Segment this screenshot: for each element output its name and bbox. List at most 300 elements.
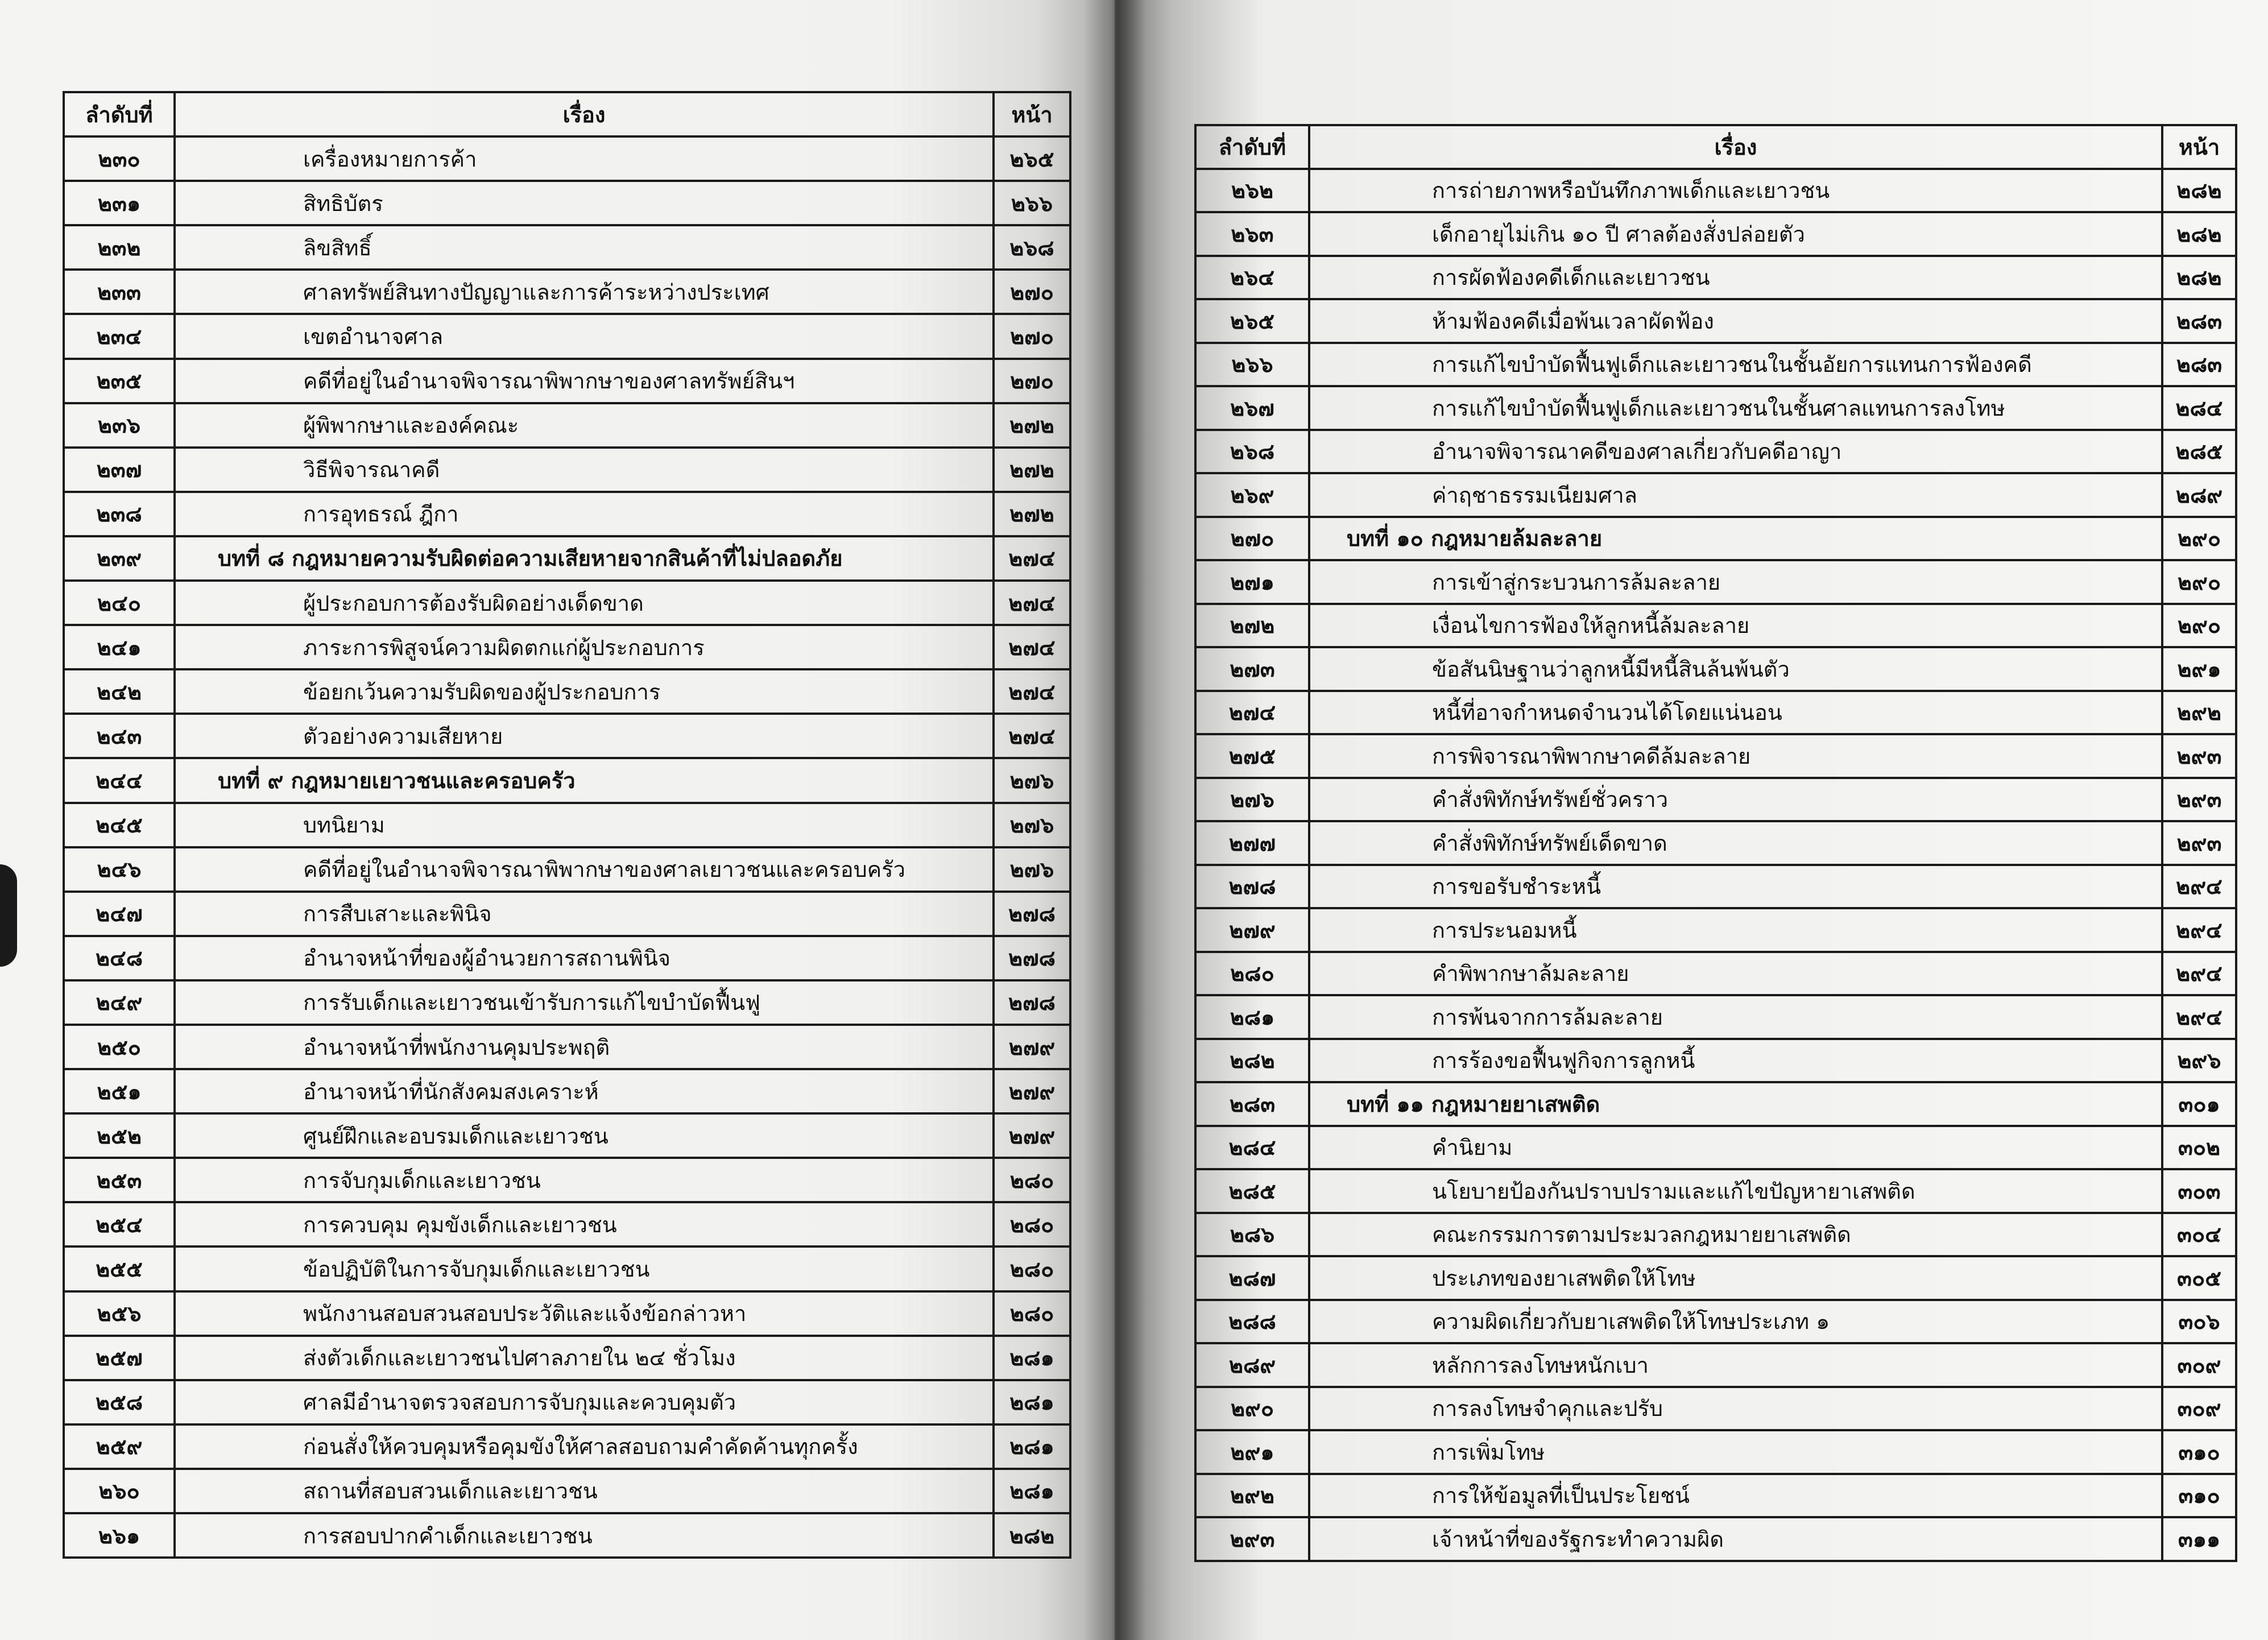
entry-title: ภาระการพิสูจน์ความผิดตกแก่ผู้ประกอบการ: [303, 635, 705, 660]
header-page: หน้า: [2162, 125, 2236, 169]
entry-page-number: ๓๐๙: [2162, 1387, 2236, 1431]
entry-title: ศาลมีอำนาจตรวจสอบการจับกุมและควบคุมตัว: [303, 1390, 736, 1415]
entry-page-number: ๒๗๘: [994, 936, 1070, 980]
table-row: [1195, 778, 2236, 822]
entry-number: ๒๗๘: [1195, 865, 1309, 909]
entry-page-number: ๒๘๒: [994, 1513, 1070, 1558]
table-row: [64, 136, 1070, 181]
table-row: [1195, 256, 2236, 300]
entry-title-cell: [175, 1513, 994, 1558]
table-row: [1195, 1343, 2236, 1387]
entry-title-cell: [175, 714, 994, 758]
entry-title-cell: [175, 492, 994, 536]
entry-title: ตัวอย่างความเสียหาย: [303, 723, 503, 749]
table-row: [1195, 1213, 2236, 1257]
header-page: หน้า: [994, 92, 1070, 136]
entry-title-cell: [1309, 908, 2162, 952]
entry-title-cell: [175, 1424, 994, 1469]
chapter-heading-cell: [175, 758, 994, 802]
entry-page-number: ๒๗๒: [994, 492, 1070, 536]
table-row: [1195, 865, 2236, 909]
table-row: [1195, 647, 2236, 691]
entry-number: ๒๖๑: [64, 1513, 175, 1558]
entry-number: ๒๖๖: [1195, 343, 1309, 387]
entry-title: การเข้าสู่กระบวนการล้มละลาย: [1432, 569, 1721, 595]
entry-number: ๒๘๒: [1195, 1039, 1309, 1083]
entry-title-cell: [175, 669, 994, 714]
entry-title-cell: [1309, 1474, 2162, 1518]
entry-title-cell: [175, 1336, 994, 1380]
table-row: [64, 892, 1070, 936]
entry-page-number: ๒๖๘: [994, 225, 1070, 270]
table-row: [64, 803, 1070, 847]
entry-number: ๒๙๓: [1195, 1517, 1309, 1561]
entry-title: การพ้นจากการล้มละลาย: [1432, 1004, 1663, 1030]
table-row: [64, 936, 1070, 980]
table-row: [1195, 1169, 2236, 1213]
table-row: [64, 492, 1070, 536]
entry-number: ๒๓๓: [64, 270, 175, 314]
entry-page-number: ๒๙๔: [2162, 995, 2236, 1039]
entry-title: เด็กอายุไม่เกิน ๑๐ ปี ศาลต้องสั่งปล่อยตัว: [1432, 221, 1805, 247]
entry-page-number: ๒๗๐: [994, 314, 1070, 358]
table-row: [1195, 212, 2236, 256]
entry-page-number: ๒๘๑: [994, 1424, 1070, 1469]
entry-page-number: ๒๗๔: [994, 669, 1070, 714]
entry-number: ๒๓๐: [64, 136, 175, 181]
entry-number: ๒๗๐: [1195, 517, 1309, 561]
table-row: [64, 314, 1070, 358]
entry-page-number: ๒๘๕: [2162, 430, 2236, 474]
entry-number: ๒๙๒: [1195, 1474, 1309, 1518]
book-binding-shadow: [1083, 0, 1146, 1640]
entry-number: ๒๗๕: [1195, 734, 1309, 778]
left-toc-table: [63, 91, 1071, 1559]
entry-title-cell: [1309, 1169, 2162, 1213]
entry-page-number: ๒๘๙: [2162, 473, 2236, 517]
entry-number: ๒๔๖: [64, 847, 175, 892]
entry-title-cell: [1309, 430, 2162, 474]
header-number: ลำดับที่: [1195, 125, 1309, 169]
entry-page-number: ๒๗๒: [994, 448, 1070, 492]
table-row: [1195, 169, 2236, 213]
entry-title: ข้อปฏิบัติในการจับกุมเด็กและเยาวชน: [303, 1256, 650, 1282]
entry-title: การจับกุมเด็กและเยาวชน: [303, 1167, 541, 1193]
entry-page-number: ๒๙๔: [2162, 952, 2236, 996]
page-edge-mark: [0, 864, 17, 967]
entry-title: ค่าฤชาธรรมเนียมศาล: [1432, 482, 1637, 508]
table-row: [1195, 386, 2236, 430]
entry-page-number: ๒๘๓: [2162, 299, 2236, 343]
entry-page-number: ๒๘๓: [2162, 343, 2236, 387]
entry-title: บทนิยาม: [303, 813, 385, 838]
entry-title-cell: [1309, 386, 2162, 430]
chapter-heading: บทที่ ๑๑ กฎหมายยาเสพติด: [1347, 1091, 1600, 1117]
table-row: [1195, 821, 2236, 865]
table-row: [64, 1380, 1070, 1424]
entry-title: ข้อยกเว้นความรับผิดของผู้ประกอบการ: [303, 679, 661, 705]
entry-number: ๒๖๙: [1195, 473, 1309, 517]
entry-page-number: ๒๘๒: [2162, 212, 2236, 256]
entry-number: ๒๕๗: [64, 1336, 175, 1380]
entry-number: ๒๔๐: [64, 581, 175, 625]
entry-page-number: ๒๘๐: [994, 1158, 1070, 1202]
left-toc-body: [64, 136, 1070, 1558]
table-row: [64, 1158, 1070, 1202]
entry-title: อำนาจพิจารณาคดีของศาลเกี่ยวกับคดีอาญา: [1432, 439, 1842, 465]
entry-title-cell: [175, 936, 994, 980]
entry-title: การอุทธรณ์ ฎีกา: [303, 502, 459, 527]
table-row: [1195, 299, 2236, 343]
entry-title: การพิจารณาพิพากษาคดีล้มละลาย: [1432, 743, 1751, 769]
entry-title-cell: [175, 1291, 994, 1336]
entry-number: ๒๙๑: [1195, 1430, 1309, 1474]
entry-title: ลิขสิทธิ์: [303, 235, 372, 260]
entry-title: ห้ามฟ้องคดีเมื่อพ้นเวลาผัดฟ้อง: [1432, 308, 1714, 334]
table-row: [64, 181, 1070, 225]
entry-title-cell: [175, 1246, 994, 1291]
entry-number: ๒๕๒: [64, 1113, 175, 1158]
entry-page-number: ๒๘๑: [994, 1380, 1070, 1424]
table-row: [64, 448, 1070, 492]
entry-title: เงื่อนไขการฟ้องให้ลูกหนี้ล้มละลาย: [1432, 613, 1750, 639]
header-title: เรื่อง: [1309, 125, 2162, 169]
entry-page-number: ๒๙๔: [2162, 865, 2236, 909]
entry-title-cell: [175, 847, 994, 892]
chapter-heading: บทที่ ๑๐ กฎหมายล้มละลาย: [1347, 526, 1603, 552]
entry-number: ๒๖๐: [64, 1469, 175, 1513]
table-row: [64, 1513, 1070, 1558]
entry-title-cell: [1309, 1343, 2162, 1387]
entry-number: ๒๖๔: [1195, 256, 1309, 300]
entry-number: ๒๗๖: [1195, 778, 1309, 822]
table-row: [64, 714, 1070, 758]
entry-page-number: ๒๗๘: [994, 980, 1070, 1025]
entry-title-cell: [175, 1469, 994, 1513]
entry-page-number: ๒๗๖: [994, 803, 1070, 847]
entry-page-number: ๒๘๔: [2162, 386, 2236, 430]
table-row: [64, 758, 1070, 802]
table-row: [64, 1069, 1070, 1113]
entry-title-cell: [1309, 1387, 2162, 1431]
entry-title: การถ่ายภาพหรือบันทึกภาพเด็กและเยาวชน: [1432, 178, 1830, 204]
entry-title: การผัดฟ้องคดีเด็กและเยาวชน: [1432, 265, 1710, 291]
entry-page-number: ๒๙๓: [2162, 734, 2236, 778]
entry-title-cell: [1309, 1213, 2162, 1257]
entry-page-number: ๓๐๓: [2162, 1169, 2236, 1213]
entry-title-cell: [175, 1069, 994, 1113]
entry-page-number: ๒๗๙: [994, 1113, 1070, 1158]
entry-page-number: ๓๐๖: [2162, 1300, 2236, 1344]
entry-number: ๒๓๔: [64, 314, 175, 358]
entry-page-number: ๓๐๒: [2162, 1126, 2236, 1170]
entry-title-cell: [1309, 299, 2162, 343]
entry-number: ๒๔๑: [64, 625, 175, 669]
entry-title-cell: [1309, 778, 2162, 822]
entry-number: ๒๙๐: [1195, 1387, 1309, 1431]
entry-title: การขอรับชำระหนี้: [1432, 874, 1601, 900]
entry-page-number: ๒๖๕: [994, 136, 1070, 181]
table-row: [64, 1336, 1070, 1380]
entry-number: ๒๘๙: [1195, 1343, 1309, 1387]
entry-title: ผู้พิพากษาและองค์คณะ: [303, 413, 519, 438]
table-row: [64, 1291, 1070, 1336]
entry-page-number: ๒๙๖: [2162, 1039, 2236, 1083]
entry-title-cell: [1309, 343, 2162, 387]
entry-page-number: ๓๐๑: [2162, 1082, 2236, 1126]
entry-title: คดีที่อยู่ในอำนาจพิจารณาพิพากษาของศาลทรัพย์สินฯ: [303, 368, 795, 394]
entry-page-number: ๒๗๖: [994, 758, 1070, 802]
entry-page-number: ๓๐๔: [2162, 1213, 2236, 1257]
entry-title-cell: [1309, 256, 2162, 300]
entry-title: การเพิ่มโทษ: [1432, 1439, 1545, 1465]
entry-title: หนี้ที่อาจกำหนดจำนวนได้โดยแน่นอน: [1432, 700, 1782, 726]
chapter-heading-cell: [1309, 517, 2162, 561]
entry-number: ๒๖๕: [1195, 299, 1309, 343]
table-row: [1195, 1430, 2236, 1474]
table-row: [64, 1025, 1070, 1069]
entry-title: พนักงานสอบสวนสอบประวัติและแจ้งข้อกล่าวหา: [303, 1301, 747, 1327]
entry-title-cell: [175, 1202, 994, 1246]
entry-title: การลงโทษจำคุกและปรับ: [1432, 1396, 1663, 1422]
entry-number: ๒๖๓: [1195, 212, 1309, 256]
entry-title-cell: [1309, 691, 2162, 735]
entry-page-number: ๒๗๘: [994, 892, 1070, 936]
entry-page-number: ๒๘๐: [994, 1291, 1070, 1336]
table-row: [64, 270, 1070, 314]
entry-title-cell: [175, 448, 994, 492]
entry-title-cell: [1309, 734, 2162, 778]
table-row: [1195, 1256, 2236, 1300]
entry-page-number: ๒๗๔: [994, 581, 1070, 625]
entry-page-number: ๒๘๐: [994, 1246, 1070, 1291]
table-row: [64, 625, 1070, 669]
entry-page-number: ๓๐๕: [2162, 1256, 2236, 1300]
entry-title-cell: [1309, 1430, 2162, 1474]
entry-title: การประนอมหนี้: [1432, 917, 1577, 943]
entry-number: ๒๗๙: [1195, 908, 1309, 952]
table-row: [64, 359, 1070, 403]
entry-page-number: ๒๗๔: [994, 536, 1070, 581]
table-header-row: [64, 92, 1070, 136]
entry-page-number: ๒๗๒: [994, 403, 1070, 448]
entry-page-number: ๓๑๑: [2162, 1517, 2236, 1561]
entry-title: การให้ข้อมูลที่เป็นประโยชน์: [1432, 1483, 1690, 1509]
entry-number: ๒๓๖: [64, 403, 175, 448]
entry-page-number: ๒๘๒: [2162, 256, 2236, 300]
entry-number: ๒๗๒: [1195, 604, 1309, 648]
entry-title: ประเภทของยาเสพติดให้โทษ: [1432, 1265, 1696, 1291]
entry-number: ๒๔๙: [64, 980, 175, 1025]
entry-title-cell: [175, 403, 994, 448]
chapter-heading-cell: [175, 536, 994, 581]
entry-page-number: ๒๗๔: [994, 714, 1070, 758]
table-row: [1195, 952, 2236, 996]
entry-title: การแก้ไขบำบัดฟื้นฟูเด็กและเยาวชนในชั้นศาลแทนการลงโทษ: [1432, 395, 2005, 421]
entry-number: ๒๕๕: [64, 1246, 175, 1291]
entry-page-number: ๒๗๙: [994, 1069, 1070, 1113]
entry-number: ๒๘๗: [1195, 1256, 1309, 1300]
table-row: [1195, 1387, 2236, 1431]
entry-title: ข้อสันนิษฐานว่าลูกหนี้มีหนี้สินล้นพ้นตัว: [1432, 656, 1790, 682]
entry-title: การรับเด็กและเยาวชนเข้ารับการแก้ไขบำบัดฟื้นฟู: [303, 990, 761, 1016]
entry-title-cell: [175, 803, 994, 847]
entry-page-number: ๒๙๔: [2162, 908, 2236, 952]
entry-page-number: ๒๘๑: [994, 1469, 1070, 1513]
table-header-row: [1195, 125, 2236, 169]
entry-title: ศูนย์ฝึกและอบรมเด็กและเยาวชน: [303, 1123, 609, 1149]
header-number: ลำดับที่: [64, 92, 175, 136]
table-row: [1195, 473, 2236, 517]
table-row: [64, 669, 1070, 714]
entry-title: ส่งตัวเด็กและเยาวชนไปศาลภายใน ๒๔ ชั่วโมง: [303, 1345, 736, 1371]
entry-title: นโยบายป้องกันปราบปรามและแก้ไขปัญหายาเสพติด: [1432, 1178, 1915, 1204]
table-row: [1195, 343, 2236, 387]
entry-number: ๒๔๕: [64, 803, 175, 847]
entry-page-number: ๓๐๙: [2162, 1343, 2236, 1387]
table-row: [64, 1113, 1070, 1158]
entry-page-number: ๒๗๐: [994, 359, 1070, 403]
entry-title-cell: [1309, 995, 2162, 1039]
entry-title: อำนาจหน้าที่พนักงานคุมประพฤติ: [303, 1034, 610, 1060]
entry-title-cell: [175, 314, 994, 358]
entry-number: ๒๓๒: [64, 225, 175, 270]
entry-title: การควบคุม คุมขังเด็กและเยาวชน: [303, 1212, 617, 1237]
table-row: [1195, 1082, 2236, 1126]
entry-number: ๒๖๘: [1195, 430, 1309, 474]
entry-title-cell: [175, 892, 994, 936]
entry-title-cell: [175, 1158, 994, 1202]
entry-title-cell: [175, 980, 994, 1025]
entry-number: ๒๓๗: [64, 448, 175, 492]
table-row: [1195, 560, 2236, 604]
table-row: [1195, 734, 2236, 778]
entry-title: อำนาจหน้าที่นักสังคมสงเคราะห์: [303, 1079, 599, 1104]
entry-page-number: ๒๘๑: [994, 1336, 1070, 1380]
entry-title-cell: [175, 1025, 994, 1069]
entry-page-number: ๒๙๓: [2162, 821, 2236, 865]
entry-title: คดีที่อยู่ในอำนาจพิจารณาพิพากษาของศาลเยาวชนและครอบครัว: [303, 857, 905, 883]
table-row: [64, 847, 1070, 892]
table-row: [64, 403, 1070, 448]
table-row: [1195, 1474, 2236, 1518]
entry-number: ๒๔๒: [64, 669, 175, 714]
entry-title: หลักการลงโทษหนักเบา: [1432, 1352, 1649, 1378]
entry-title: เจ้าหน้าที่ของรัฐกระทำความผิด: [1432, 1526, 1724, 1552]
table-row: [1195, 430, 2236, 474]
table-row: [64, 536, 1070, 581]
entry-title: คำพิพากษาล้มละลาย: [1432, 961, 1629, 987]
entry-number: ๒๗๑: [1195, 560, 1309, 604]
entry-title: เครื่องหมายการค้า: [303, 146, 477, 172]
table-row: [1195, 995, 2236, 1039]
entry-title-cell: [175, 625, 994, 669]
table-row: [64, 581, 1070, 625]
entry-page-number: ๒๗๔: [994, 625, 1070, 669]
entry-title-cell: [175, 225, 994, 270]
entry-number: ๒๔๘: [64, 936, 175, 980]
entry-page-number: ๒๖๖: [994, 181, 1070, 225]
entry-title-cell: [1309, 560, 2162, 604]
entry-number: ๒๕๔: [64, 1202, 175, 1246]
entry-page-number: ๒๙๒: [2162, 691, 2236, 735]
table-row: [1195, 1126, 2236, 1170]
entry-title: อำนาจหน้าที่ของผู้อำนวยการสถานพินิจ: [303, 946, 671, 971]
entry-number: ๒๗๓: [1195, 647, 1309, 691]
entry-page-number: ๒๙๓: [2162, 778, 2236, 822]
entry-page-number: ๒๙๐: [2162, 517, 2236, 561]
entry-number: ๒๔๔: [64, 758, 175, 802]
table-row: [64, 1469, 1070, 1513]
chapter-heading-cell: [1309, 1082, 2162, 1126]
table-row: [64, 980, 1070, 1025]
entry-title-cell: [1309, 821, 2162, 865]
entry-page-number: ๓๑๐: [2162, 1474, 2236, 1518]
entry-page-number: ๒๙๐: [2162, 560, 2236, 604]
entry-title: คำนิยาม: [1432, 1135, 1513, 1161]
entry-title-cell: [1309, 952, 2162, 996]
entry-page-number: ๓๑๐: [2162, 1430, 2236, 1474]
table-row: [1195, 691, 2236, 735]
entry-title-cell: [175, 270, 994, 314]
right-toc-table: [1194, 124, 2237, 1562]
entry-number: ๒๔๗: [64, 892, 175, 936]
table-row: [1195, 604, 2236, 648]
entry-number: ๒๘๐: [1195, 952, 1309, 996]
entry-title: สถานที่สอบสวนเด็กและเยาวชน: [303, 1479, 598, 1504]
entry-number: ๒๓๘: [64, 492, 175, 536]
entry-title-cell: [1309, 473, 2162, 517]
entry-number: ๒๖๒: [1195, 169, 1309, 213]
entry-title: สิทธิบัตร: [303, 190, 383, 216]
entry-page-number: ๒๘๒: [2162, 169, 2236, 213]
entry-title-cell: [175, 181, 994, 225]
entry-title-cell: [1309, 1256, 2162, 1300]
entry-page-number: ๒๗๐: [994, 270, 1070, 314]
entry-number: ๒๔๓: [64, 714, 175, 758]
entry-title-cell: [1309, 1517, 2162, 1561]
entry-title: คณะกรรมการตามประมวลกฎหมายยาเสพติด: [1432, 1222, 1851, 1248]
entry-title-cell: [175, 136, 994, 181]
entry-title: การแก้ไขบำบัดฟื้นฟูเด็กและเยาวชนในชั้นอัยการแทนการฟ้องคดี: [1432, 352, 2032, 378]
entry-number: ๒๘๕: [1195, 1169, 1309, 1213]
entry-title-cell: [175, 1380, 994, 1424]
entry-number: ๒๕๑: [64, 1069, 175, 1113]
table-row: [64, 225, 1070, 270]
entry-page-number: ๒๙๐: [2162, 604, 2236, 648]
entry-title-cell: [175, 1113, 994, 1158]
entry-title: คำสั่งพิทักษ์ทรัพย์ชั่วคราว: [1432, 787, 1669, 813]
chapter-heading: บทที่ ๘ กฎหมายความรับผิดต่อความเสียหายจากสินค้าที่ไม่ปลอดภัย: [218, 546, 843, 571]
entry-number: ๒๓๙: [64, 536, 175, 581]
entry-number: ๒๕๙: [64, 1424, 175, 1469]
entry-number: ๒๘๑: [1195, 995, 1309, 1039]
entry-title: เขตอำนาจศาล: [303, 324, 444, 350]
entry-title: ก่อนสั่งให้ควบคุมหรือคุมขังให้ศาลสอบถามคำคัดค้านทุกครั้ง: [303, 1434, 858, 1460]
entry-number: ๒๘๖: [1195, 1213, 1309, 1257]
entry-number: ๒๕๖: [64, 1291, 175, 1336]
entry-title-cell: [1309, 212, 2162, 256]
entry-number: ๒๗๗: [1195, 821, 1309, 865]
entry-title-cell: [1309, 647, 2162, 691]
table-row: [64, 1424, 1070, 1469]
entry-title: การสืบเสาะและพินิจ: [303, 901, 492, 927]
entry-number: ๒๕๐: [64, 1025, 175, 1069]
entry-number: ๒๕๘: [64, 1380, 175, 1424]
entry-title-cell: [175, 581, 994, 625]
entry-number: ๒๖๗: [1195, 386, 1309, 430]
entry-number: ๒๕๓: [64, 1158, 175, 1202]
